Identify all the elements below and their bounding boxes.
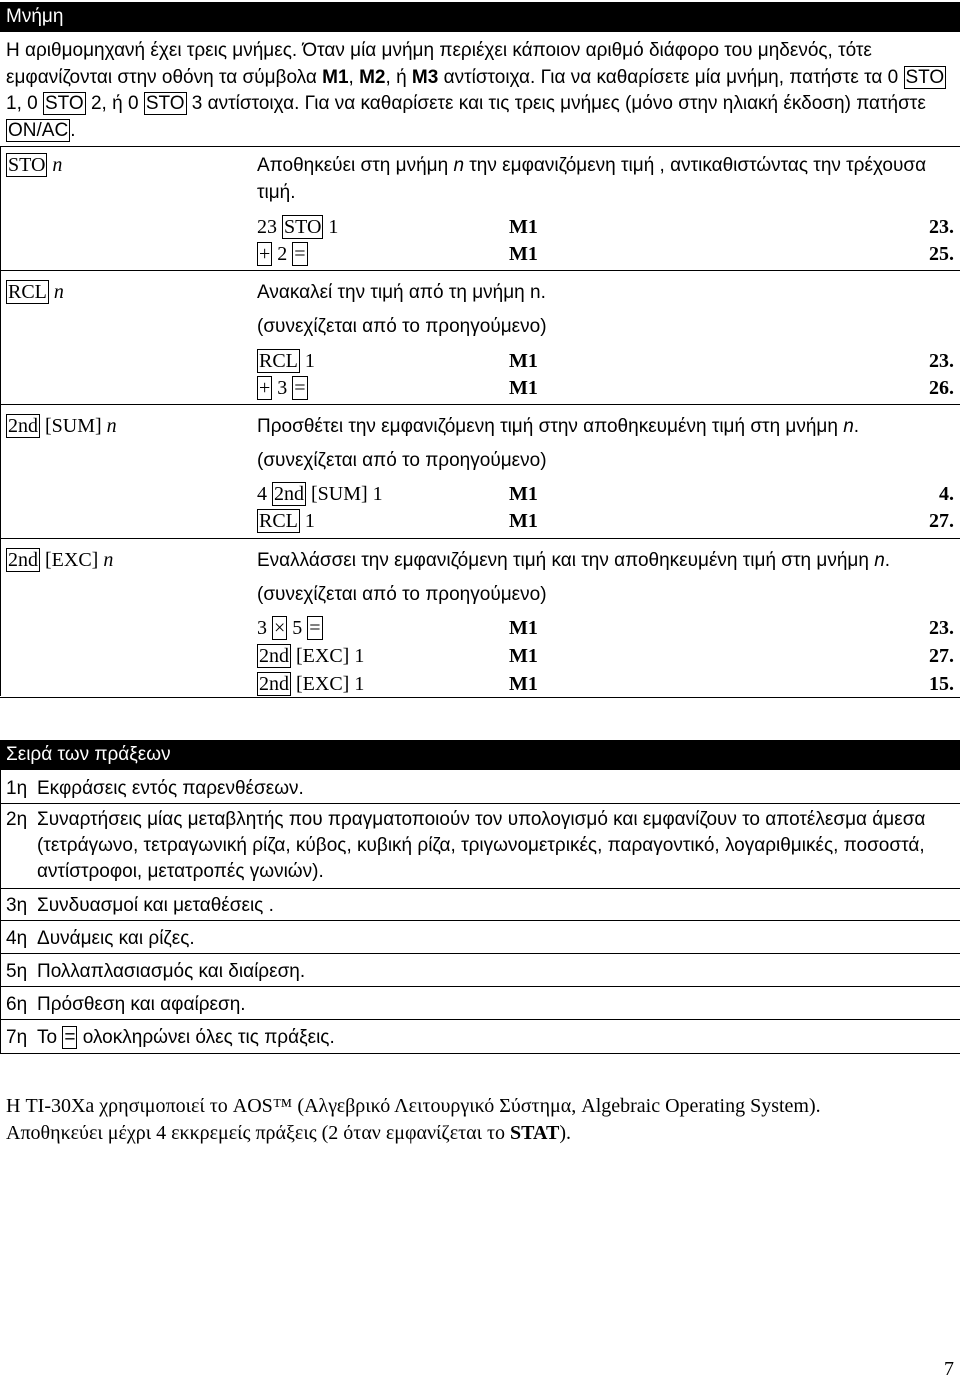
memory-heading bbox=[0, 2, 960, 32]
equals-key: = bbox=[64, 1027, 76, 1048]
row-divider bbox=[0, 404, 960, 405]
order-left-rule bbox=[0, 770, 1, 1054]
order-item: 5η Πολλαπλασιασμός και διαίρεση. bbox=[6, 961, 306, 982]
table-left-rule bbox=[0, 146, 1, 696]
row-divider bbox=[0, 1019, 960, 1020]
sto-key: STO bbox=[905, 66, 945, 88]
table-bottom-rule bbox=[0, 697, 960, 698]
example-row: + 3 = M1 26. bbox=[259, 377, 954, 399]
memory-heading-text: Μνήμη bbox=[6, 6, 64, 27]
sto-key: STO bbox=[145, 93, 185, 114]
example-row: RCL 1 M1 27. bbox=[259, 510, 954, 532]
example-row: RCL 1 M1 23. bbox=[259, 350, 954, 372]
exc-label: 2nd [EXC] n bbox=[8, 549, 114, 571]
sto-description: Αποθηκεύει στη μνήμη n την εμφανιζόμενη τιμή , αντικαθιστώντας την τρέχουσα τιμή. bbox=[257, 155, 927, 203]
sum-label: 2nd [SUM] n bbox=[8, 415, 117, 437]
order-heading-text: Σειρά των πράξεων bbox=[6, 744, 171, 765]
example-row: 3 × 5 = M1 23. bbox=[257, 617, 954, 639]
rcl-note: (συνεχίζεται από το προηγούμενο) bbox=[257, 316, 547, 337]
row-divider bbox=[0, 270, 960, 271]
exc-description: Εναλλάσσει την εμφανιζόμενη τιμή και την αποθηκευμένη τιμή στη μνήμη n. bbox=[257, 550, 891, 571]
example-row: 2nd [EXC] 1 M1 15. bbox=[259, 673, 954, 695]
row-divider bbox=[0, 953, 960, 954]
order-heading bbox=[0, 740, 960, 770]
order-item: 2η Συναρτήσεις μίας μεταβλητής που πραγματοποιούν τον υπολογισμό και εμφανίζουν το αποτέλεσμα άμεσα (τετράγωνο, τετραγωνική ρίζα, κύβος, κυβική ρίζα, τριγωνομετρικές, παραγοντικό, λογαριθμικές, ποσοστά, αντίστροφοι, μετατροπές γωνιών). bbox=[6, 809, 926, 882]
order-item: 6η Πρόσθεση και αφαίρεση. bbox=[6, 994, 246, 1015]
page-number: 7 bbox=[944, 1358, 954, 1380]
pending-note: Αποθηκεύει μέχρι 4 εκκρεμείς πράξεις (2 όταν εμφανίζεται το STAT). bbox=[6, 1122, 571, 1144]
table-top-rule bbox=[0, 146, 960, 147]
sto-label: STO n bbox=[8, 154, 63, 176]
sto-key: STO bbox=[44, 93, 84, 114]
row-divider bbox=[0, 888, 960, 889]
row-divider bbox=[0, 803, 960, 804]
row-divider bbox=[0, 986, 960, 987]
row-divider bbox=[0, 538, 960, 539]
row-divider bbox=[0, 920, 960, 921]
rcl-description: Ανακαλεί την τιμή από τη μνήμη n. bbox=[257, 282, 546, 303]
sum-description: Προσθέτει την εμφανιζόμενη τιμή στην αποθηκευμένη τιμή στη μνήμη n. bbox=[257, 416, 860, 437]
order-item: 1η Εκφράσεις εντός παρενθέσεων. bbox=[6, 778, 304, 799]
sum-note: (συνεχίζεται από το προηγούμενο) bbox=[257, 450, 547, 471]
rcl-label: RCL n bbox=[8, 281, 64, 303]
exc-note: (συνεχίζεται από το προηγούμενο) bbox=[257, 584, 547, 605]
example-row: 4 2nd [SUM] 1 M1 4. bbox=[257, 483, 954, 505]
example-row: 23 STO 1 M1 23. bbox=[257, 216, 954, 238]
aos-note: Η TI-30Xa χρησιμοποιεί το AOS™ (Αλγεβρικό Λειτουργικό Σύστημα, Algebraic Operating System). bbox=[6, 1095, 821, 1117]
order-item: 7η Το = ολοκληρώνει όλες τις πράξεις. bbox=[6, 1027, 335, 1048]
order-item: 4η Δυνάμεις και ρίζες. bbox=[6, 928, 195, 949]
order-item: 3η Συνδυασμοί και μεταθέσεις . bbox=[6, 895, 274, 916]
memory-intro: Η αριθμομηχανή έχει τρεις μνήμες. Όταν μία μνήμη περιέχει κάποιον αριθμό διάφορο του μηδενός, τότε εμφανίζονται στην οθόνη τα σύμβολα M1, M2, ή M3 αντίστοιχα. Για να καθαρίσετε μία μνήμη, πατήστε τα 0 STO 1, 0 STO 2, ή 0 STO 3 αντίστοιχα. Για να καθαρίσετε και τις τρεις μνήμες (μόνο στην ηλιακή έκδοση) πατήστε ON/AC . bbox=[6, 40, 945, 141]
on-ac-key: ON/AC bbox=[8, 119, 69, 141]
order-bottom-rule bbox=[0, 1053, 960, 1054]
example-row: 2nd [EXC] 1 M1 27. bbox=[259, 645, 954, 667]
example-row: + 2 = M1 25. bbox=[259, 243, 954, 265]
